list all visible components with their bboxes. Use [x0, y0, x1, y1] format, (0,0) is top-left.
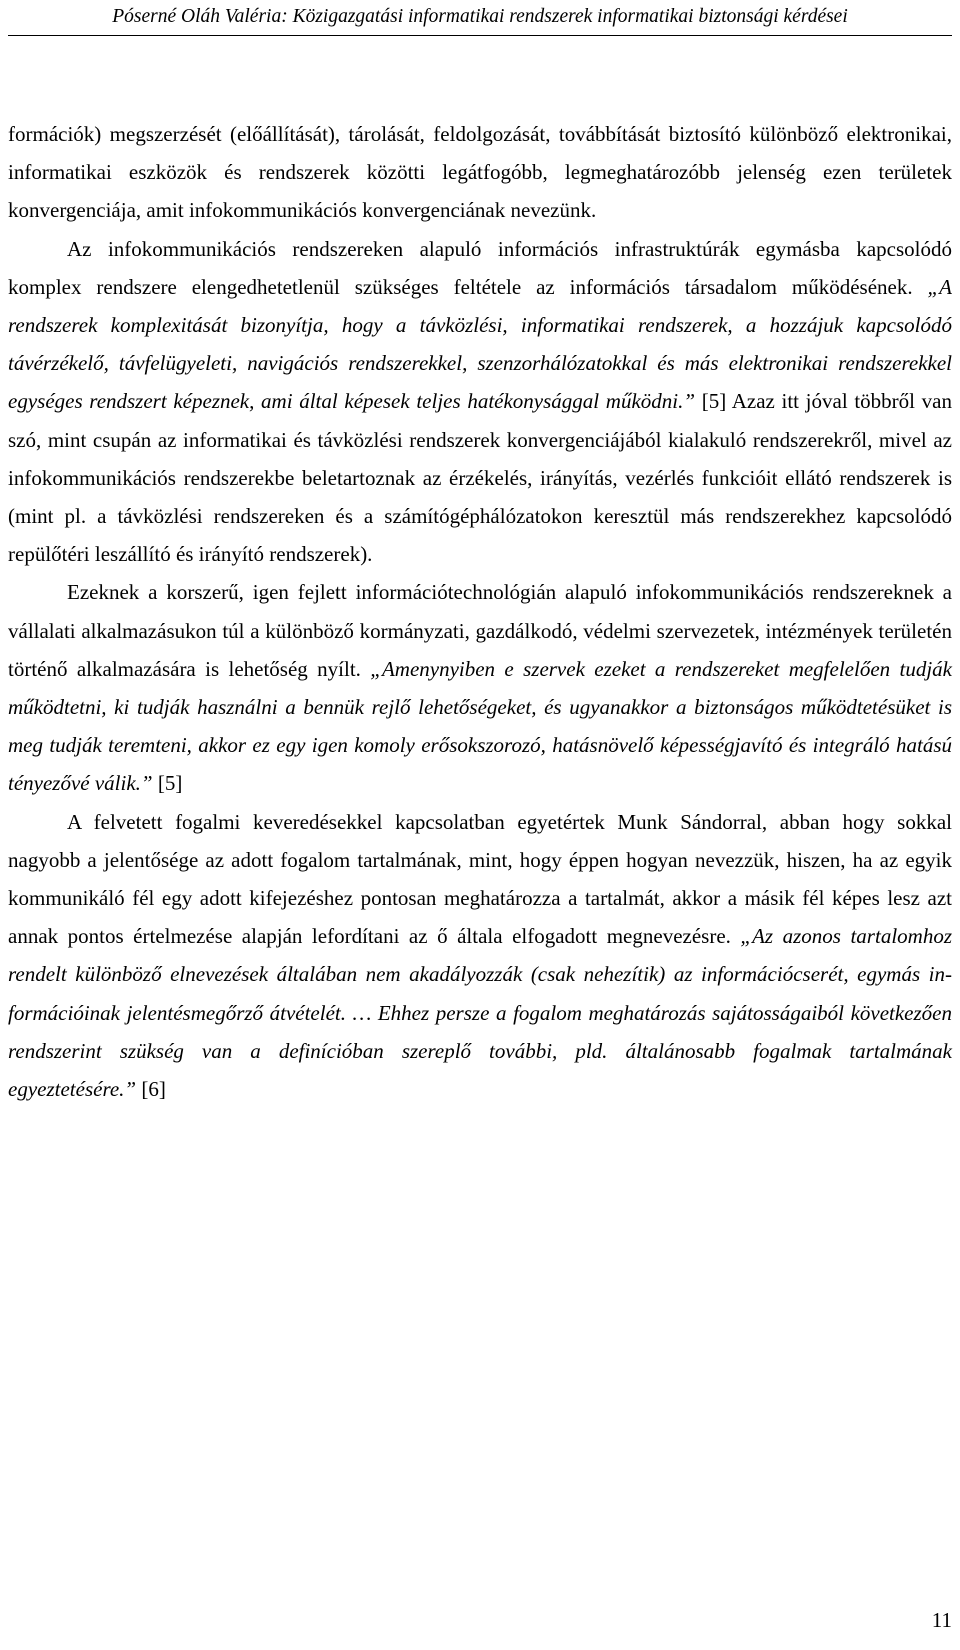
- paragraph-text: Ezeknek a korszerű, igen fejlett információtechnológián alapuló infokommunikációs rendszereknek a vállalati alkalmazásukon túl a különböző kormányzati, gazdálkodó, védelmi szervezetek, intézmények területén történő alkalmazására is lehetőség nyílt.: [8, 580, 952, 681]
- header-rule: [8, 35, 952, 36]
- paragraph: [8, 115, 952, 230]
- paragraph-text: [5]: [152, 771, 183, 796]
- paragraph: [8, 803, 952, 1109]
- quoted-text: „A rendszerek komplexitását bizonyítja, hogy a távközlési, informatikai rendszerek, a hozzájuk kapcsolódó távérzékelő, távfelügyeleti, navigációs rendszerekkel, szenzorhálózatokkal és más elektronikai rendszerekkel egységes rendszert képeznek, ami által képesek teljes hatékonysággal működni.”: [8, 274, 952, 414]
- paragraph-text: formációk) megszerzését (előállítását), tárolását, feldolgozását, továbbítását biztosító különböző elektronikai, informatikai eszközök és rendszerek közötti legátfogóbb, legmeghatározóbb jelenség ezen területek konvergenciája, amit infokommunikációs konvergenciának nevezünk.: [8, 122, 952, 223]
- paragraph-text: A felvetett fogalmi keveredésekkel kapcsolatban egyetértek Munk Sándorral, abban hogy sokkal nagyobb a jelentősége az adott fogalom tartalmának, mint, hogy éppen hogyan nevezzük, hiszen, ha az egyik kommunikáló fél egy adott kifejezéshez pontosan meghatározza a tartalmát, akkor a másik fél képes lesz azt annak pontos értelmezése alapján lefordítani az ő általa elfogadott megnevezésre.: [8, 809, 952, 949]
- paragraph: [8, 573, 952, 802]
- quoted-text: „Amenynyiben e szervek ezeket a rendszereket megfelelően tudják működtetni, ki tudják használni a bennük rejlő lehetőségeket, és ugyanakkor a biztonságos működtetésüket is meg tudják teremteni, akkor ez egy igen komoly erősokszorozó, hatásnövelő képességjavító és integráló hatású tényezővé válik.”: [8, 656, 952, 796]
- paragraph-text: [5] Azaz itt jóval többről van szó, mint csupán az informatikai és távközlési rendszerek konvergenciájából kialakuló rendszerekről, mivel az infokommunikációs rendszerekbe beletartoznak az érzékelés, irányítás, vezérlés funkcióit ellátó rendszerek is (mint pl. a távközlési rendszereken és a számítógéphálózatokon keresztül más rendszerekhez kapcsolódó repülőtéri leszállító és irányító rendszerek).: [8, 389, 952, 567]
- body-text: [8, 115, 952, 1108]
- page-number: 11: [931, 1608, 952, 1632]
- paragraph-text: [6]: [136, 1077, 166, 1102]
- running-header: Póserné Oláh Valéria: Közigazgatási informatikai rendszerek informatikai biztonsági kérdései: [112, 6, 848, 27]
- paragraph-text: Az infokommunikációs rendszereken alapuló információs infrastruktúrák egymásba kapcsolódó komplex rendszere elengedhetetlenül szükséges feltétele az információs társadalom működésének.: [8, 236, 952, 299]
- paragraph: [8, 230, 952, 574]
- quoted-text: „Az azonos tartalomhoz rendelt különböző elnevezések általában nem akadályozzák (csak nehezítik) az információcserét, egymás információinak jelentésmegőrző átvételét. … Ehhez persze a fogalom meghatározás sajátosságaiból következően rendszerint szükség van a definícióban szereplő további, pld. általánosabb fogalmak tartalmának egyeztetésére.”: [8, 924, 952, 1102]
